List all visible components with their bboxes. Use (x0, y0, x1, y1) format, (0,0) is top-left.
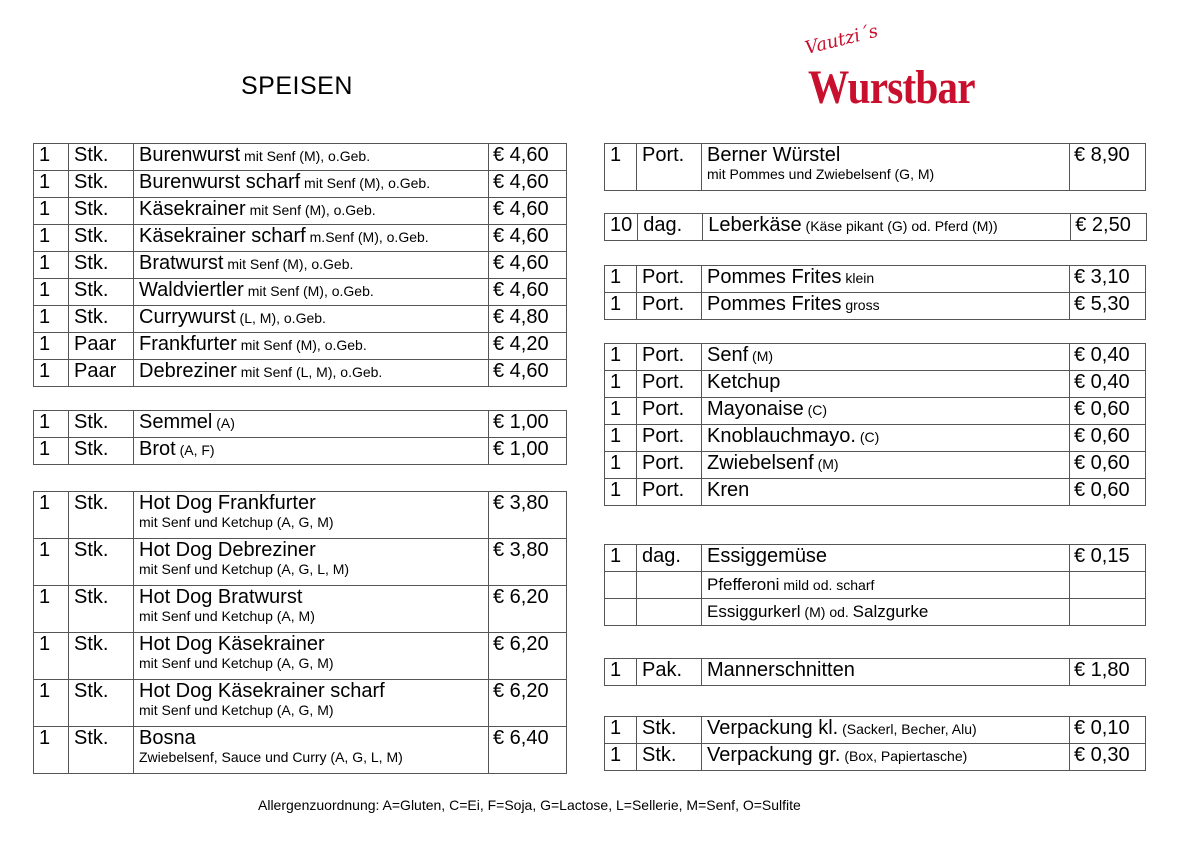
item-price: € 6,20 (489, 633, 567, 680)
menu-row (605, 599, 1146, 626)
item-name: Knoblauchmayo. (707, 425, 856, 447)
item-price: € 0,60 (1070, 398, 1146, 425)
item-name: Debreziner (139, 360, 237, 382)
menu-row (34, 411, 567, 438)
item-unit: Stk. (69, 539, 134, 586)
item-unit: Stk. (69, 633, 134, 680)
item-price: € 6,20 (489, 586, 567, 633)
item-name: Mayonaise (707, 398, 804, 420)
item-qty: 1 (34, 586, 69, 633)
menu-row (34, 198, 567, 225)
item-unit: Stk. (69, 680, 134, 727)
item-price: € 3,80 (489, 492, 567, 539)
item-description (134, 279, 489, 306)
item-unit: Stk. (69, 252, 134, 279)
item-qty: 1 (605, 545, 637, 572)
item-qty: 1 (605, 659, 637, 686)
item-note: mit Senf (M), o.Geb. (223, 256, 354, 272)
item-note: (M) od. (800, 604, 853, 620)
item-note: mit Senf (L, M), o.Geb. (236, 364, 383, 380)
item-name: Ketchup (707, 371, 781, 393)
menu-row (34, 539, 567, 586)
item-name: Hot Dog Debreziner (139, 539, 316, 561)
item-subtext: Zwiebelsenf, Sauce und Curry (A, G, L, M) (139, 749, 403, 765)
item-description (702, 572, 1070, 599)
item-name: Hot Dog Käsekrainer scharf (139, 680, 385, 702)
menu-row (34, 492, 567, 539)
menu-row (605, 398, 1146, 425)
menu-row (605, 293, 1146, 320)
menu-row (34, 333, 567, 360)
allergen-legend: Allergenzuordnung: A=Gluten, C=Ei, F=Soja, G=Lactose, L=Sellerie, M=Senf, O=Sulfite (258, 797, 801, 813)
menu-row (605, 214, 1147, 241)
item-price: € 2,50 (1071, 214, 1147, 241)
menu-row (605, 545, 1146, 572)
item-note: (C) (855, 429, 880, 445)
menu-table-leberkaese (604, 213, 1147, 241)
menu-table-manner (604, 658, 1146, 686)
item-price (1070, 572, 1146, 599)
item-qty: 1 (34, 680, 69, 727)
item-unit: dag. (637, 545, 702, 572)
item-description (134, 252, 489, 279)
item-description (703, 214, 1071, 241)
item-description (702, 425, 1070, 452)
item-unit: Port. (637, 344, 702, 371)
menu-row (34, 144, 567, 171)
item-note: mit Senf (M), o.Geb. (240, 148, 371, 164)
item-name: Leberkäse (708, 214, 802, 236)
item-note: (M) (813, 456, 839, 472)
item-price: € 8,90 (1070, 144, 1146, 191)
item-price: € 4,60 (489, 225, 567, 252)
menu-row (605, 452, 1146, 479)
item-note: mit Senf (M), o.Geb. (300, 175, 431, 191)
item-description (134, 360, 489, 387)
item-qty (605, 599, 637, 626)
item-name: Hot Dog Bratwurst (139, 586, 303, 608)
item-price: € 4,60 (489, 171, 567, 198)
item-qty: 1 (605, 717, 637, 744)
item-qty: 1 (605, 371, 637, 398)
menu-table-pommes (604, 265, 1146, 320)
item-qty: 1 (605, 744, 637, 771)
menu-row (605, 717, 1146, 744)
item-unit: Stk. (637, 717, 702, 744)
item-unit: Port. (637, 425, 702, 452)
item-price: € 3,10 (1070, 266, 1146, 293)
item-description (702, 144, 1070, 191)
item-description (134, 492, 489, 539)
item-unit: Port. (637, 452, 702, 479)
item-description (702, 266, 1070, 293)
item-qty: 1 (34, 144, 69, 171)
item-name: Waldviertler (139, 279, 244, 301)
item-name: Brot (139, 438, 176, 460)
item-description (134, 586, 489, 633)
item-note: klein (841, 270, 875, 286)
item-description (702, 398, 1070, 425)
item-name: Berner Würstel (707, 144, 841, 166)
item-unit: Port. (637, 293, 702, 320)
item-description (134, 539, 489, 586)
item-description (134, 438, 489, 465)
item-note: (L, M), o.Geb. (235, 310, 326, 326)
item-description (134, 225, 489, 252)
item-name: Pommes Frites (707, 293, 842, 315)
item-note: (A, F) (175, 442, 215, 458)
item-name: Bratwurst (139, 252, 224, 274)
item-name: Pfefferoni (707, 575, 780, 594)
item-qty: 1 (34, 633, 69, 680)
item-unit: Pak. (637, 659, 702, 686)
item-note: (M) (748, 348, 774, 364)
item-description (702, 545, 1070, 572)
item-subtext: mit Senf und Ketchup (A, G, M) (139, 655, 334, 671)
item-description (702, 744, 1070, 771)
item-unit: Stk. (69, 727, 134, 774)
item-name: Hot Dog Frankfurter (139, 492, 316, 514)
item-description (702, 659, 1070, 686)
page-title: SPEISEN (241, 72, 353, 100)
menu-row (34, 438, 567, 465)
item-description (134, 144, 489, 171)
item-name: Currywurst (139, 306, 236, 328)
item-subtext: mit Senf und Ketchup (A, M) (139, 608, 315, 624)
item-name: Essiggemüse (707, 545, 828, 567)
item-unit: Stk. (69, 144, 134, 171)
menu-row (605, 371, 1146, 398)
item-price: € 0,60 (1070, 452, 1146, 479)
item-name: Verpackung kl. (707, 717, 839, 739)
item-name: Hot Dog Käsekrainer (139, 633, 325, 655)
item-subtext: mit Senf und Ketchup (A, G, M) (139, 702, 334, 718)
item-note: (C) (803, 402, 828, 418)
item-description (134, 171, 489, 198)
menu-row (34, 306, 567, 333)
menu-table-saucen (604, 343, 1146, 506)
item-note: mit Senf (M), o.Geb. (245, 202, 376, 218)
item-price: € 4,20 (489, 333, 567, 360)
item-description (134, 727, 489, 774)
item-price: € 0,40 (1070, 371, 1146, 398)
item-unit: Port. (637, 144, 702, 191)
item-qty: 1 (34, 492, 69, 539)
item-name: Pommes Frites (707, 266, 842, 288)
item-qty: 1 (34, 171, 69, 198)
item-note: mit Senf (M), o.Geb. (236, 337, 367, 353)
item-price: € 4,60 (489, 279, 567, 306)
menu-table-verpackung (604, 716, 1146, 771)
item-price: € 6,40 (489, 727, 567, 774)
item-unit (637, 572, 702, 599)
menu-row (34, 171, 567, 198)
item-qty: 1 (605, 144, 637, 191)
item-qty: 1 (605, 452, 637, 479)
item-price: € 0,10 (1070, 717, 1146, 744)
item-price: € 0,40 (1070, 344, 1146, 371)
item-price: € 0,60 (1070, 479, 1146, 506)
menu-row (34, 680, 567, 727)
menu-row (34, 633, 567, 680)
item-qty: 1 (34, 539, 69, 586)
menu-row (605, 266, 1146, 293)
item-name: Käsekrainer scharf (139, 225, 306, 247)
item-description (134, 633, 489, 680)
logo-small-text: Vautzi´s (802, 20, 881, 59)
item-description (702, 599, 1070, 626)
item-price: € 0,15 (1070, 545, 1146, 572)
item-price: € 1,00 (489, 438, 567, 465)
item-qty: 1 (34, 333, 69, 360)
item-note: (A) (212, 415, 235, 431)
item-qty: 1 (605, 293, 637, 320)
item-description (702, 293, 1070, 320)
item-price: € 1,00 (489, 411, 567, 438)
item-price: € 0,60 (1070, 425, 1146, 452)
item-unit: Stk. (69, 492, 134, 539)
item-price: € 4,60 (489, 198, 567, 225)
item-name: Senf (707, 344, 749, 366)
item-name: Essiggurkerl (707, 602, 801, 621)
item-price: € 4,60 (489, 360, 567, 387)
item-unit (637, 599, 702, 626)
item-qty: 1 (34, 411, 69, 438)
item-name: Kren (707, 479, 750, 501)
item-unit: Stk. (69, 171, 134, 198)
logo-big-text: Wurstbar (808, 61, 975, 114)
item-qty: 1 (34, 727, 69, 774)
item-qty: 1 (34, 360, 69, 387)
item-description (702, 452, 1070, 479)
item-price: € 1,80 (1070, 659, 1146, 686)
item-qty: 1 (605, 266, 637, 293)
item-description (702, 717, 1070, 744)
item-note: mild od. scharf (779, 577, 875, 593)
menu-row (605, 572, 1146, 599)
item-unit: Port. (637, 398, 702, 425)
item-unit: Port. (637, 371, 702, 398)
item-qty: 1 (605, 479, 637, 506)
item-price: € 4,60 (489, 144, 567, 171)
item-name: Frankfurter (139, 333, 237, 355)
menu-row (34, 360, 567, 387)
item-note: (Sackerl, Becher, Alu) (838, 721, 977, 737)
item-name: Mannerschnitten (707, 659, 855, 681)
item-description (134, 411, 489, 438)
item-qty: 1 (605, 398, 637, 425)
item-note: m.Senf (M), o.Geb. (305, 229, 429, 245)
item-qty: 1 (34, 252, 69, 279)
item-unit: Stk. (69, 198, 134, 225)
menu-table-berner (604, 143, 1146, 191)
menu-row (34, 252, 567, 279)
item-subtext: mit Senf und Ketchup (A, G, L, M) (139, 561, 350, 577)
item-qty: 1 (34, 306, 69, 333)
item-name: Käsekrainer (139, 198, 246, 220)
item-qty: 1 (34, 279, 69, 306)
menu-row (34, 727, 567, 774)
item-qty (605, 572, 637, 599)
item-qty: 1 (605, 425, 637, 452)
menu-table-essig (604, 544, 1146, 626)
item-unit: Stk. (69, 279, 134, 306)
item-subtext: mit Senf und Ketchup (A, G, M) (139, 514, 334, 530)
item-note: (Box, Papiertasche) (840, 748, 968, 764)
item-description (702, 479, 1070, 506)
item-description (702, 344, 1070, 371)
item-name: Burenwurst (139, 144, 241, 166)
item-note: (Käse pikant (G) od. Pferd (M)) (801, 218, 998, 234)
item-qty: 1 (34, 438, 69, 465)
item-description (134, 680, 489, 727)
item-unit: Paar (69, 333, 134, 360)
menu-row (605, 425, 1146, 452)
item-price: € 0,30 (1070, 744, 1146, 771)
menu-table-hotdog (33, 491, 567, 774)
item-unit: Stk. (69, 225, 134, 252)
menu-row (605, 144, 1146, 191)
item-description (134, 333, 489, 360)
menu-row (34, 586, 567, 633)
menu-row (605, 659, 1146, 686)
wurstbar-logo (802, 20, 978, 123)
item-note: gross (841, 297, 880, 313)
item-subtext: mit Pommes und Zwiebelsenf (G, M) (707, 166, 935, 182)
menu-table-brot (33, 410, 567, 465)
item-qty: 10 (605, 214, 638, 241)
item-price: € 3,80 (489, 539, 567, 586)
menu-row (605, 479, 1146, 506)
menu-row (605, 744, 1146, 771)
item-unit: dag. (638, 214, 703, 241)
menu-row (34, 225, 567, 252)
item-price: € 4,60 (489, 252, 567, 279)
item-name: Zwiebelsenf (707, 452, 814, 474)
item-name: Salzgurke (852, 602, 929, 621)
item-qty: 1 (605, 344, 637, 371)
item-unit: Paar (69, 360, 134, 387)
item-name: Bosna (139, 727, 196, 749)
menu-row (34, 279, 567, 306)
item-unit: Stk. (69, 438, 134, 465)
item-note: mit Senf (M), o.Geb. (243, 283, 374, 299)
item-price: € 4,80 (489, 306, 567, 333)
item-name: Verpackung gr. (707, 744, 841, 766)
menu-table-wurst (33, 143, 567, 387)
item-description (134, 306, 489, 333)
item-price (1070, 599, 1146, 626)
menu-row (605, 344, 1146, 371)
item-unit: Port. (637, 266, 702, 293)
item-unit: Port. (637, 479, 702, 506)
item-qty: 1 (34, 225, 69, 252)
item-description (702, 371, 1070, 398)
item-description (134, 198, 489, 225)
item-price: € 5,30 (1070, 293, 1146, 320)
item-qty: 1 (34, 198, 69, 225)
item-name: Semmel (139, 411, 213, 433)
item-unit: Stk. (69, 586, 134, 633)
item-name: Burenwurst scharf (139, 171, 301, 193)
item-price: € 6,20 (489, 680, 567, 727)
item-unit: Stk. (637, 744, 702, 771)
item-unit: Stk. (69, 411, 134, 438)
item-unit: Stk. (69, 306, 134, 333)
